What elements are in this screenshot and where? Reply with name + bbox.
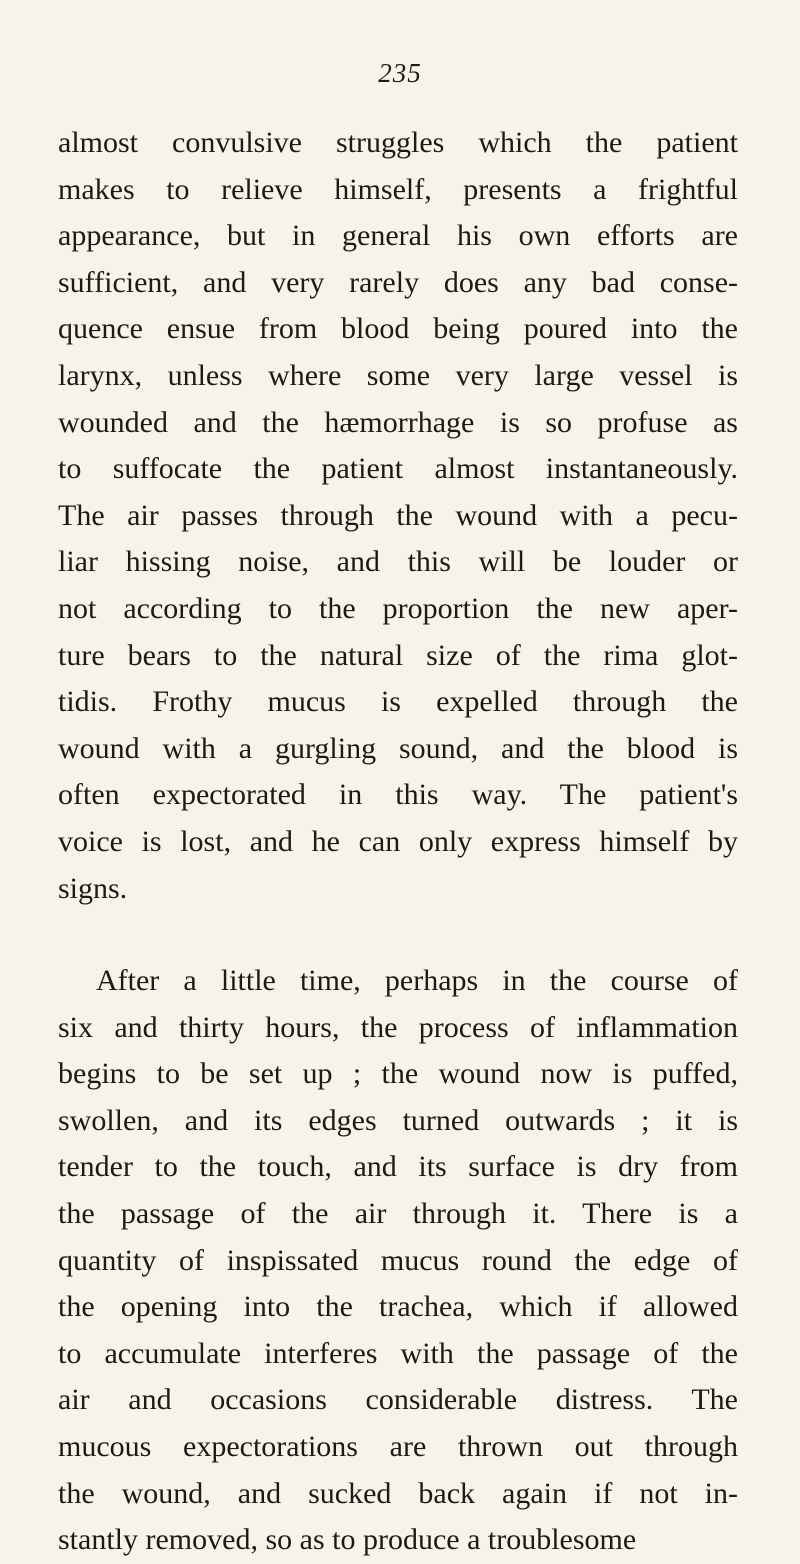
text-line: liar hissing noise, and this will be louder or bbox=[58, 545, 738, 579]
text-line: wounded and the hæmorrhage is so profuse as bbox=[58, 405, 738, 439]
text-line: almost convulsive struggles which the patient bbox=[58, 126, 738, 159]
text-line: to suffocate the patient almost instantaneously. bbox=[58, 452, 738, 486]
paragraph-gap bbox=[58, 912, 738, 958]
text-line: swollen, and its edges turned outwards ; it is bbox=[58, 1103, 738, 1137]
text-line: tender to the touch, and its surface is dry from bbox=[58, 1150, 738, 1184]
text-line: sufficient, and very rarely does any bad conse- bbox=[58, 265, 738, 299]
text-line: to accumulate interferes with the passage of the bbox=[58, 1336, 738, 1370]
text-line: the passage of the air through it. There is a bbox=[58, 1197, 738, 1231]
page-number: 235 bbox=[378, 58, 422, 88]
text-line: larynx, unless where some very large vessel is bbox=[58, 358, 738, 392]
text-line: quantity of inspissated mucus round the edge of bbox=[58, 1243, 738, 1277]
text-line: The air passes through the wound with a pecu- bbox=[58, 498, 738, 532]
text-line: signs. bbox=[58, 871, 128, 905]
text-line: quence ensue from blood being poured into the bbox=[58, 312, 738, 346]
text-line: six and thirty hours, the process of inflammation bbox=[58, 1010, 738, 1044]
text-line: mucous expectorations are thrown out through bbox=[58, 1430, 738, 1464]
text-line: appearance, but in general his own efforts are bbox=[58, 219, 738, 253]
body-text bbox=[58, 120, 738, 1564]
paragraph-1 bbox=[58, 120, 738, 912]
text-line: not according to the proportion the new aper- bbox=[58, 591, 738, 625]
text-line: voice is lost, and he can only express himself by bbox=[58, 824, 738, 858]
text-line: the wound, and sucked back again if not in- bbox=[58, 1476, 738, 1510]
text-line: begins to be set up ; the wound now is puffed, bbox=[58, 1057, 738, 1091]
text-line: the opening into the trachea, which if allowed bbox=[58, 1290, 738, 1324]
text-line: makes to relieve himself, presents a frightful bbox=[58, 172, 738, 206]
paragraph-2 bbox=[58, 958, 738, 1564]
text-line: tidis. Frothy mucus is expelled through the bbox=[58, 685, 738, 719]
text-line: After a little time, perhaps in the course of bbox=[96, 964, 738, 998]
text-line: air and occasions considerable distress. The bbox=[58, 1383, 738, 1417]
text-line: ture bears to the natural size of the rima glot- bbox=[58, 638, 738, 672]
text-line: stantly removed, so as to produce a troublesome bbox=[58, 1523, 637, 1557]
text-line: often expectorated in this way. The patient's bbox=[58, 778, 738, 812]
text-line: wound with a gurgling sound, and the blood is bbox=[58, 731, 738, 765]
